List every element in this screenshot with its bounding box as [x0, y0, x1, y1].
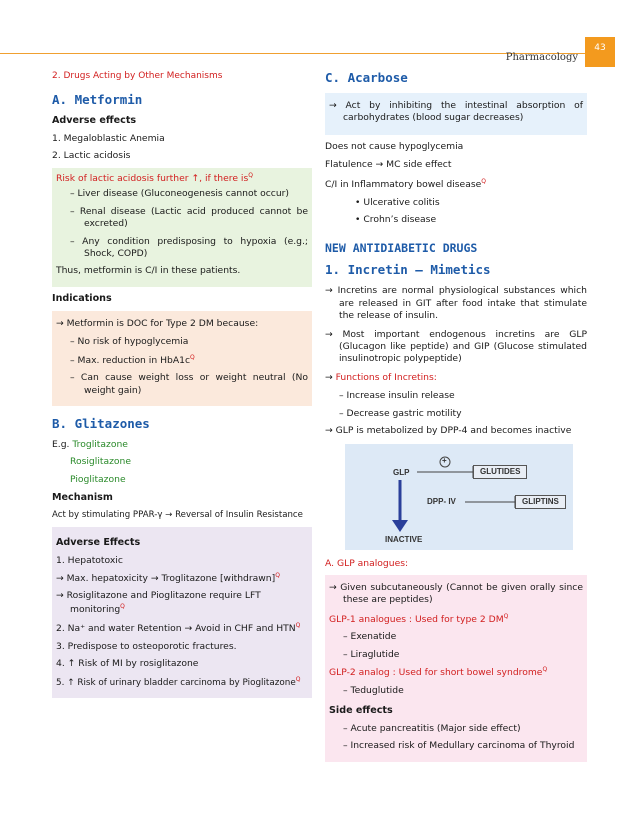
diagram-glp: GLP	[393, 467, 410, 477]
indications-heading: Indications	[52, 292, 112, 304]
diagram-dpp: DPP- IV	[427, 496, 456, 506]
indications-lead: Metformin is DOC for Type 2 DM because:	[66, 317, 259, 329]
section-title: 2. Drugs Acting by Other Mechanisms	[52, 71, 223, 81]
metformin-adverse-2: 2. Lactic acidosis	[52, 150, 131, 162]
side-effect-1: Acute pancreatitis (Major side effect)	[350, 722, 521, 734]
acarbose-item-2: Does not cause hypoglycemia	[325, 140, 464, 152]
example-1: Troglitazone	[72, 438, 128, 450]
new-drugs-title: NEW ANTIDIABETIC DRUGS	[325, 240, 478, 255]
incretin-title: 1. Incretin – Mimetics	[325, 262, 491, 278]
diagram-glutides: GLUTIDES	[473, 465, 527, 480]
right-column: C. Acarbose → Act by inhibiting the intestinal absorption of carbohydrates (blood sugar decreases) Does not cause hypoglycemia Flatulence → MC side effect C/I in Inflammatory bowel disease$^Q$ • Ulcerative colitis • Crohn’s disease NEW ANTIDIABETIC DRUGS 1. Incretin – Mimetics → Incretins are normal physiological substances which are released in GIT after food intake that stimulate the release of insulin. → Most important endogenous incretins are GLP (Glucagon like peptide) and GIP (Glucose stimulated insulinotropic polypeptide) → Functions of Incretins: – Increase insulin release – Decrease gastric motility → GLP is metabolized by DPP-4 and becomes inactive GLP + GLUTIDES DPP- IV GLIPTINS INACTIVE A. GLP analogues: → Given subcutaneously (Cannot be given orally since these are peptides) GLP-1 analogues : Used for type 2 $DM^Q$ – Exenatide – Liraglutide GLP-2 analog : Used for short bowel syndrome$^Q$ – Teduglutide Side effects – Acute pancreatitis (Major side effect) – Increased risk of Medullary carcinoma of Thyroid	[325, 70, 587, 768]
side-effects-heading: Side effects	[329, 705, 393, 716]
eg-label: E.g.	[52, 438, 70, 450]
acarbose-box: → Act by inhibiting the intestinal absorption of carbohydrates (blood sugar decreases)	[325, 93, 587, 135]
acarbose-item-3: Flatulence → MC side effect	[325, 159, 452, 171]
analogues-box: → Given subcutaneously (Cannot be given orally since these are peptides) GLP-1 analogues : Used for type 2 $DM^Q$ – Exenatide – Liraglutide GLP-2 analog : Used for short bowel syndrome$^Q$ – Teduglutide Side effects – Acute pancreatitis (Major side effect) – Increased risk of Medullary carcinoma of Thyroid	[325, 575, 587, 762]
header-rule	[0, 53, 585, 54]
glitazone-adverse-4: 2. Na⁺ and water Retention → Avoid in CHF and HTN	[56, 623, 296, 635]
mechanism-text: Act by stimulating PPAR-γ → Reversal of Insulin Resistance	[52, 510, 303, 520]
glitazone-adverse-box: Adverse Effects 1. Hepatotoxic → Max. hepatoxicity → Troglitazone [withdrawn]$^Q$ → Rosiglitazone and Pioglitazone require LFT monitoring$^Q$ 2. Na⁺ and water Retention → Avoid in CHF and $HTN^Q$ 3. Predispose to osteoporotic fractures. 4. ↑ Risk of MI by rosiglitazone 5. ↑ Risk of urinary bladder carcinoma by Pioglitazone$^Q$	[52, 527, 312, 699]
diagram-gliptins: GLIPTINS	[515, 495, 566, 510]
indication-3: Can cause weight loss or weight neutral (No weight gain)	[80, 372, 309, 396]
glp1-drug-2: Liraglutide	[350, 648, 400, 660]
glitazone-adverse-6: 4. ↑ Risk of MI by rosiglitazone	[56, 658, 199, 670]
glitazone-adverse-7: 5. ↑ Risk of urinary bladder carcinoma by Pioglitazone	[56, 677, 296, 688]
page-number: 43	[585, 37, 615, 67]
acarbose-item-4: C/I in Inflammatory bowel disease	[325, 178, 482, 190]
risk-item-1: Liver disease (Gluconeogenesis cannot occur)	[77, 188, 290, 200]
example-3: Pioglitazone	[70, 473, 126, 485]
metformin-adverse-heading: Adverse effects	[52, 115, 137, 127]
metformin-title: A. Metformin	[52, 92, 143, 108]
incretin-item-2: Most important endogenous incretins are GLP (Glucagon like peptide) and GIP (Glucose stimulated insulinotropic polypeptide)	[339, 328, 588, 365]
incretin-item-1: Incretins are normal physiological substances which are released in GIT after food intake that stimulate the release of insulin.	[337, 285, 587, 322]
glp1-heading: GLP-1 analogues : Used for type 2 DM	[329, 613, 504, 625]
indications-box: → Metformin is DOC for Type 2 DM because: – No risk of hypoglycemia – Max. reduction in $HbA1c^Q$ – Can cause weight loss or weight neutral (No weight gain)	[52, 311, 312, 406]
risk-note: Thus, metformin is C/I in these patients.	[56, 265, 241, 277]
acarbose-bullet-1: Ulcerative colitis	[363, 197, 440, 209]
glp1-drug-1: Exenatide	[350, 631, 397, 643]
risk-heading: Risk of lactic acidosis further ↑, if there is	[56, 172, 249, 184]
indication-2: Max. reduction in HbA1c	[77, 354, 191, 366]
acarbose-bullet-2: Crohn’s disease	[363, 214, 437, 226]
incretin-diagram	[345, 444, 573, 550]
lactic-acidosis-box: Risk of lactic acidosis further ↑, if there $is^Q$ – Liver disease (Gluconeogenesis cannot occur) – Renal disease (Lactic acid produced cannot be excreted) – Any condition predisposing to hypoxia (e.g.; Shock, COPD) Thus, metformin is C/I in these patients.	[52, 168, 312, 287]
functions-heading: Functions of Incretins:	[335, 371, 437, 383]
glp2-drug-1: Teduglutide	[350, 684, 404, 696]
example-2: Rosiglitazone	[70, 456, 132, 468]
glitazone-adverse-1: 1. Hepatotoxic	[56, 554, 123, 566]
risk-item-2: Renal disease (Lactic acid produced cannot be excreted)	[79, 205, 308, 230]
diagram-inactive: INACTIVE	[385, 534, 423, 544]
glitazone-adverse-2: → Max. hepatoxicity → Troglitazone [withdrawn]	[56, 573, 276, 585]
side-effect-2: Increased risk of Medullary carcinoma of Thyroid	[350, 740, 575, 752]
acarbose-item-1: Act by inhibiting the intestinal absorption of carbohydrates (blood sugar decreases)	[343, 99, 583, 124]
metformin-adverse-1: 1. Megaloblastic Anemia	[52, 132, 165, 144]
function-2: Decrease gastric motility	[346, 407, 462, 419]
analogues-heading: A. GLP analogues:	[325, 557, 409, 569]
risk-item-3: Any condition predisposing to hypoxia (e.g.; Shock, COPD)	[82, 235, 308, 259]
mechanism-heading: Mechanism	[52, 492, 113, 504]
glitazone-adverse-5: 3. Predispose to osteoporotic fractures.	[56, 640, 237, 652]
acarbose-title: C. Acarbose	[325, 70, 408, 85]
glitazone-adverse-heading: Adverse Effects	[56, 536, 141, 548]
analogues-route: Given subcutaneously (Cannot be given orally since these are peptides)	[340, 581, 583, 606]
glitazone-adverse-3: → Rosiglitazone and Pioglitazone require LFT monitoring	[56, 590, 261, 615]
indication-1: No risk of hypoglycemia	[77, 336, 189, 348]
metabolism-text: GLP is metabolized by DPP-4 and becomes inactive	[335, 425, 572, 437]
left-column	[52, 70, 312, 704]
subject-header: Pharmacology	[505, 52, 578, 63]
glp2-heading: GLP-2 analog : Used for short bowel syndrome	[329, 667, 543, 679]
diagram-plus: +	[442, 455, 447, 465]
function-1: Increase insulin release	[346, 390, 455, 402]
glitazones-title: B. Glitazones	[52, 415, 150, 431]
